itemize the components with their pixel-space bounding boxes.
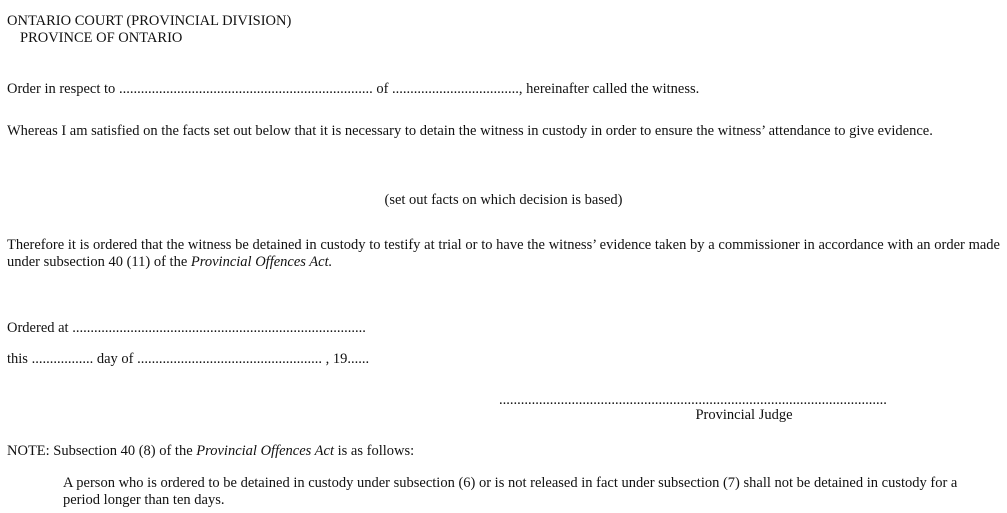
witness-place-blank[interactable]: ................................... xyxy=(392,81,519,97)
witness-name-blank[interactable]: ...................................................................... xyxy=(118,81,373,97)
ordered-at-label: Ordered at xyxy=(7,320,69,336)
note-quote xyxy=(63,475,963,509)
note-quote-text: A person who is ordered to be detained in custody under subsection (6) or is not released in fact under subsection (7) shall not be detained in custody for a period longer than ten days. xyxy=(63,475,958,508)
facts-instruction xyxy=(7,192,1000,209)
year-blank[interactable]: ...... xyxy=(347,351,370,367)
date-line xyxy=(7,351,369,368)
court-name: ONTARIO COURT (PROVINCIAL DIVISION) xyxy=(7,13,292,29)
note-prefix: NOTE: Subsection 40 (8) of the xyxy=(7,443,197,459)
act-name: Provincial Offences Act. xyxy=(190,254,333,270)
this-label: this xyxy=(7,351,28,367)
order-prefix: Order in respect to xyxy=(7,81,116,97)
provincial-judge-label: Provincial Judge xyxy=(695,407,793,423)
note-suffix: is as follows: xyxy=(334,443,415,459)
therefore-text: Therefore it is ordered that the witness be detained in custody to testify at trial or to have the witness’ evidence taken by a commissioner in accordance with an order made under subsection 40 (11) of the xyxy=(7,237,1000,270)
of-label: of xyxy=(376,81,389,97)
order-suffix: , hereinafter called the witness. xyxy=(518,81,700,97)
whereas-text: Whereas I am satisfied on the facts set out below that it is necessary to detain the witness in custody in order to ensure the witness’ attendance to give evidence. xyxy=(7,123,933,139)
ordered-at-blank[interactable]: ................................................................................. xyxy=(72,320,366,336)
signature-title xyxy=(499,407,989,424)
month-blank[interactable]: ................................................... xyxy=(137,351,322,367)
province-name: PROVINCE OF ONTARIO xyxy=(20,30,183,46)
day-of-label: day of xyxy=(96,351,134,367)
order-in-respect-line xyxy=(7,81,699,98)
province-heading xyxy=(7,30,182,47)
therefore-paragraph xyxy=(7,237,1000,271)
note-act-name: Provincial Offences Act xyxy=(196,443,334,459)
signature-dots: ........................................................................................................... xyxy=(499,392,887,408)
whereas-paragraph xyxy=(7,123,1000,140)
day-blank[interactable]: ................. xyxy=(31,351,94,367)
note-line xyxy=(7,443,414,460)
ordered-at-line xyxy=(7,320,366,337)
facts-instruction-text: (set out facts on which decision is based) xyxy=(384,192,623,208)
year-prefix: , 19 xyxy=(325,351,348,367)
court-name-heading xyxy=(7,13,291,30)
